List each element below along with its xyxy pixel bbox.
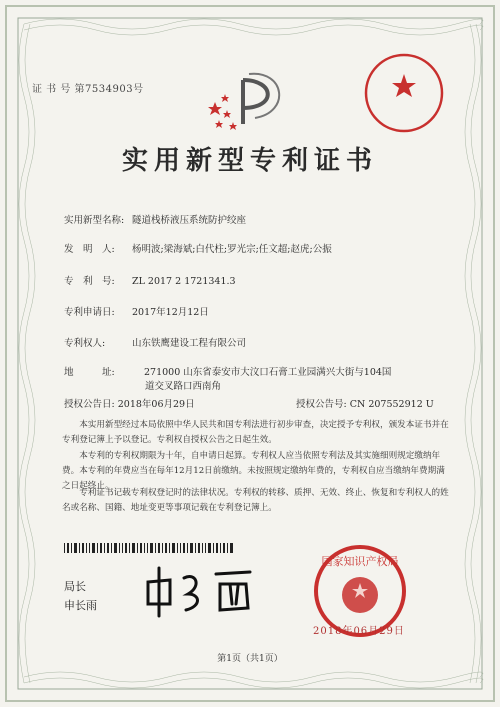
field-value: 杨明波;梁海斌;白代柱;罗光宗;任文超;赵虎;公振 <box>132 244 332 255</box>
field-patentee <box>64 335 246 349</box>
field-value: 2017年12月12日 <box>132 307 209 318</box>
director-name: 申长雨 <box>64 599 97 612</box>
field-label: 授权公告日: <box>64 399 115 410</box>
director-signature-icon <box>140 560 260 620</box>
field-patent-number <box>64 273 236 287</box>
patent-office-emblem-icon <box>205 72 295 132</box>
field-label: 地 址: <box>64 367 115 378</box>
field-address <box>64 364 391 378</box>
paragraph-legal-status: 专利证书记载专利权登记时的法律状况。专利权的转移、质押、无效、终止、恢复和专利权人的姓名或名称、国籍、地址变更等事项记载在专利登记簿上。 <box>62 488 449 513</box>
field-application-date <box>64 304 209 318</box>
field-value: ZL 2017 2 1721341.3 <box>132 276 236 287</box>
field-value: CN 207552912 U <box>349 399 434 410</box>
field-label: 发 明 人: <box>64 244 115 255</box>
field-value: 2018年06月29日 <box>117 399 195 410</box>
field-utility-name <box>64 212 246 226</box>
field-label: 实用新型名称: <box>64 215 125 226</box>
field-announce-number <box>296 396 434 410</box>
director-title: 局长 <box>64 580 86 593</box>
field-value: 山东铁鹰建设工程有限公司 <box>132 338 247 349</box>
paragraph-term: 本专利的专利权期限为十年，自申请日起算。专利权人应当依照专利法及其实施细则规定缴纳年费。本专利的年费应当在每年12月12日前缴纳。未按照规定缴纳年费的，专利权自应当缴纳年费期满之日起终止。 <box>62 451 445 491</box>
field-label: 专利权人: <box>64 338 106 349</box>
issue-date: 2018年06月29日 <box>313 626 405 637</box>
company-seal-stamp <box>363 52 445 134</box>
document-title: 实用新型专利证书 <box>121 146 378 176</box>
page-footer: 第1页（共1页） <box>217 654 283 664</box>
field-label: 专 利 号: <box>64 276 115 287</box>
barcode <box>64 543 234 553</box>
field-value: 271000 山东省泰安市大汶口石膏工业园满兴大街与104国 <box>144 367 392 378</box>
field-label: 授权公告号: <box>296 399 347 410</box>
field-value: 隧道栈桥液压系统防护绞座 <box>132 215 247 226</box>
field-label: 专利申请日: <box>64 307 115 318</box>
address-line-2: 道交叉路口西南角 <box>145 381 222 392</box>
field-inventors <box>64 241 332 255</box>
certificate-number: 证 书 号 第7534903号 <box>32 84 144 95</box>
paragraph-grant: 本实用新型经过本局依照中华人民共和国专利法进行初步审查，决定授予专利权，颁发本证书并在专利登记簿上予以登记。专利权自授权公告之日起生效。 <box>62 420 449 445</box>
seal-text-top: 国家知识产权局 <box>321 555 399 568</box>
field-announce-date <box>64 396 195 410</box>
